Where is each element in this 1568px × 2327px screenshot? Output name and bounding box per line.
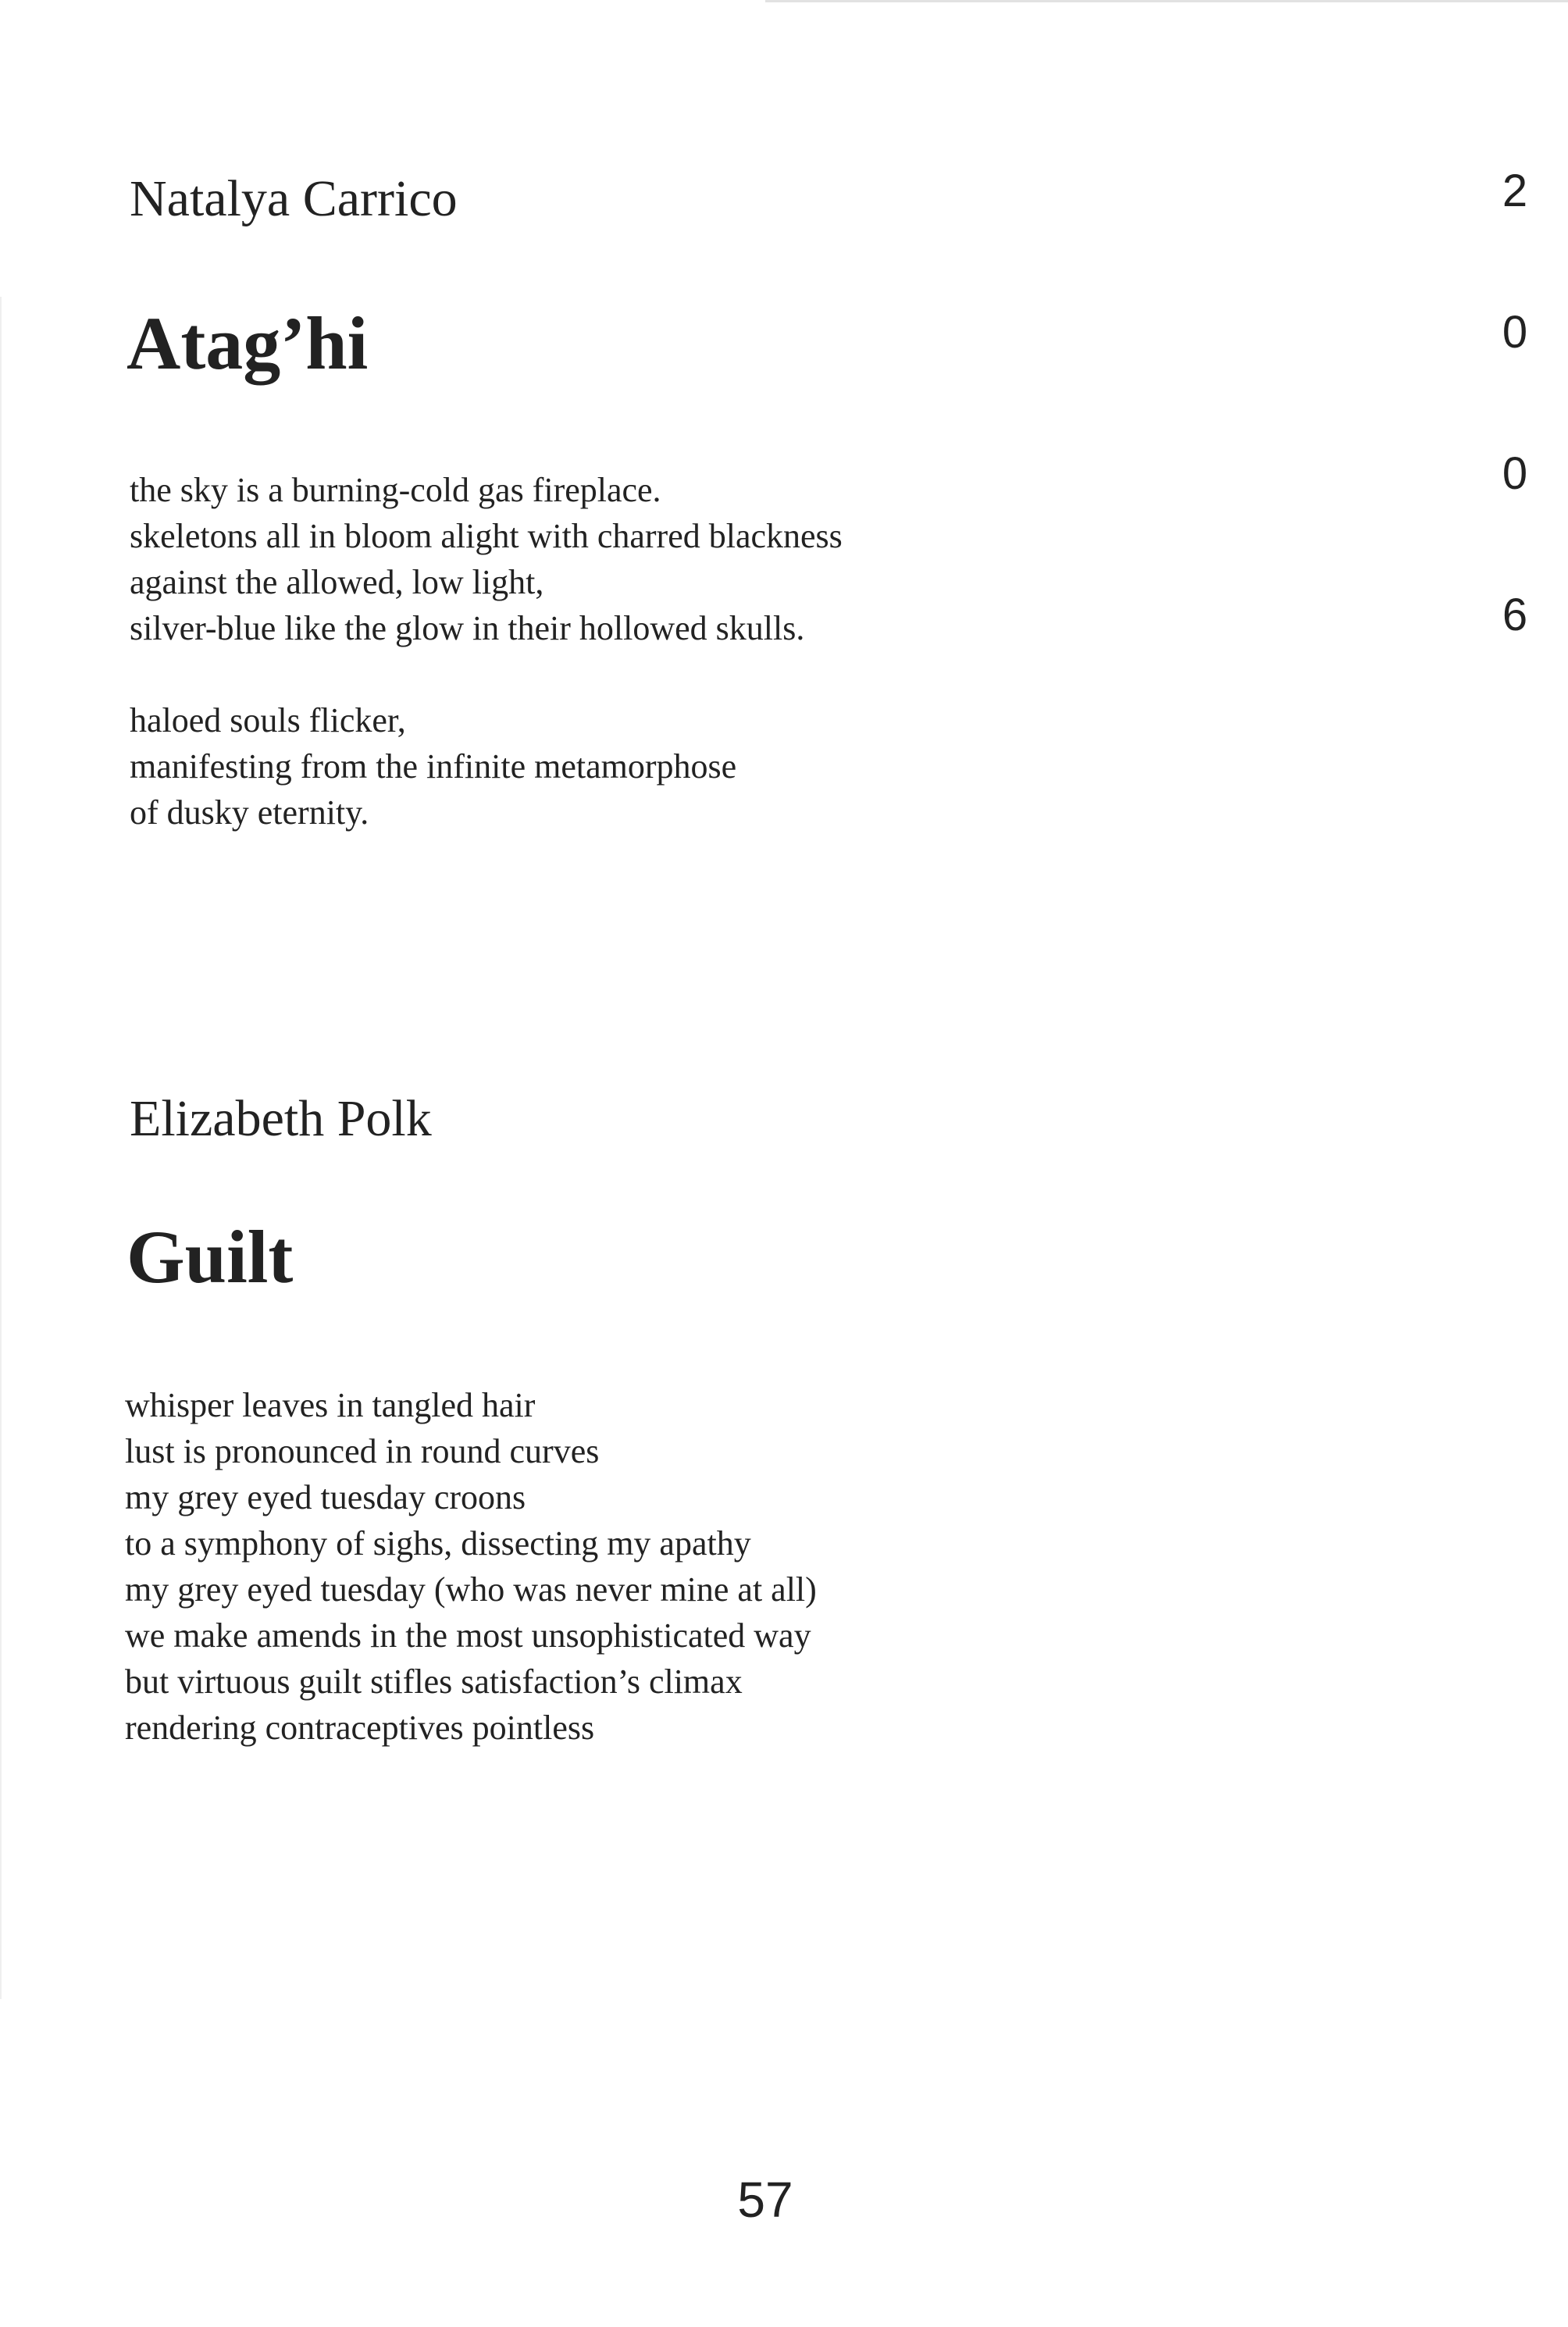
year-digit: 0	[1502, 448, 1528, 499]
year-vertical	[1484, 156, 1546, 722]
year-digit: 6	[1502, 590, 1528, 640]
poem-body	[125, 1382, 817, 1751]
poem-line: against the allowed, low light,	[130, 563, 544, 601]
poem-line: haloed souls flicker,	[130, 701, 406, 739]
page-edge-left	[0, 297, 2, 1999]
poem-title: Atag’hi	[127, 301, 369, 385]
page-number: 57	[737, 2172, 793, 2228]
poem-line: rendering contraceptives pointless	[125, 1709, 595, 1747]
poem-line: silver-blue like the glow in their hollowed skulls.	[130, 609, 805, 647]
poem-line: we make amends in the most unsophisticated way	[125, 1616, 811, 1655]
poem-author: Elizabeth Polk	[130, 1090, 432, 1147]
poem-line: to a symphony of sighs, dissecting my apathy	[125, 1524, 751, 1563]
poem-line: of dusky eternity.	[130, 793, 369, 832]
year-digit: 0	[1502, 307, 1528, 358]
poem-line: the sky is a burning-cold gas fireplace.	[130, 471, 661, 509]
poem-line: my grey eyed tuesday croons	[125, 1478, 526, 1516]
stanza-break	[130, 651, 843, 697]
poem-line: manifesting from the infinite metamorphose	[130, 747, 737, 786]
poem-body	[130, 467, 843, 836]
poem-line: but virtuous guilt stifles satisfaction’s climax	[125, 1662, 743, 1701]
poem-line: lust is pronounced in round curves	[125, 1432, 600, 1470]
year-digit: 2	[1502, 166, 1528, 216]
page-edge-top	[765, 0, 1568, 2]
poem-title: Guilt	[127, 1215, 294, 1299]
poem-line: whisper leaves in tangled hair	[125, 1386, 536, 1424]
poem-author: Natalya Carrico	[130, 170, 458, 227]
poem-line: skeletons all in bloom alight with charred blackness	[130, 517, 843, 555]
poem-line: my grey eyed tuesday (who was never mine at all)	[125, 1570, 817, 1609]
